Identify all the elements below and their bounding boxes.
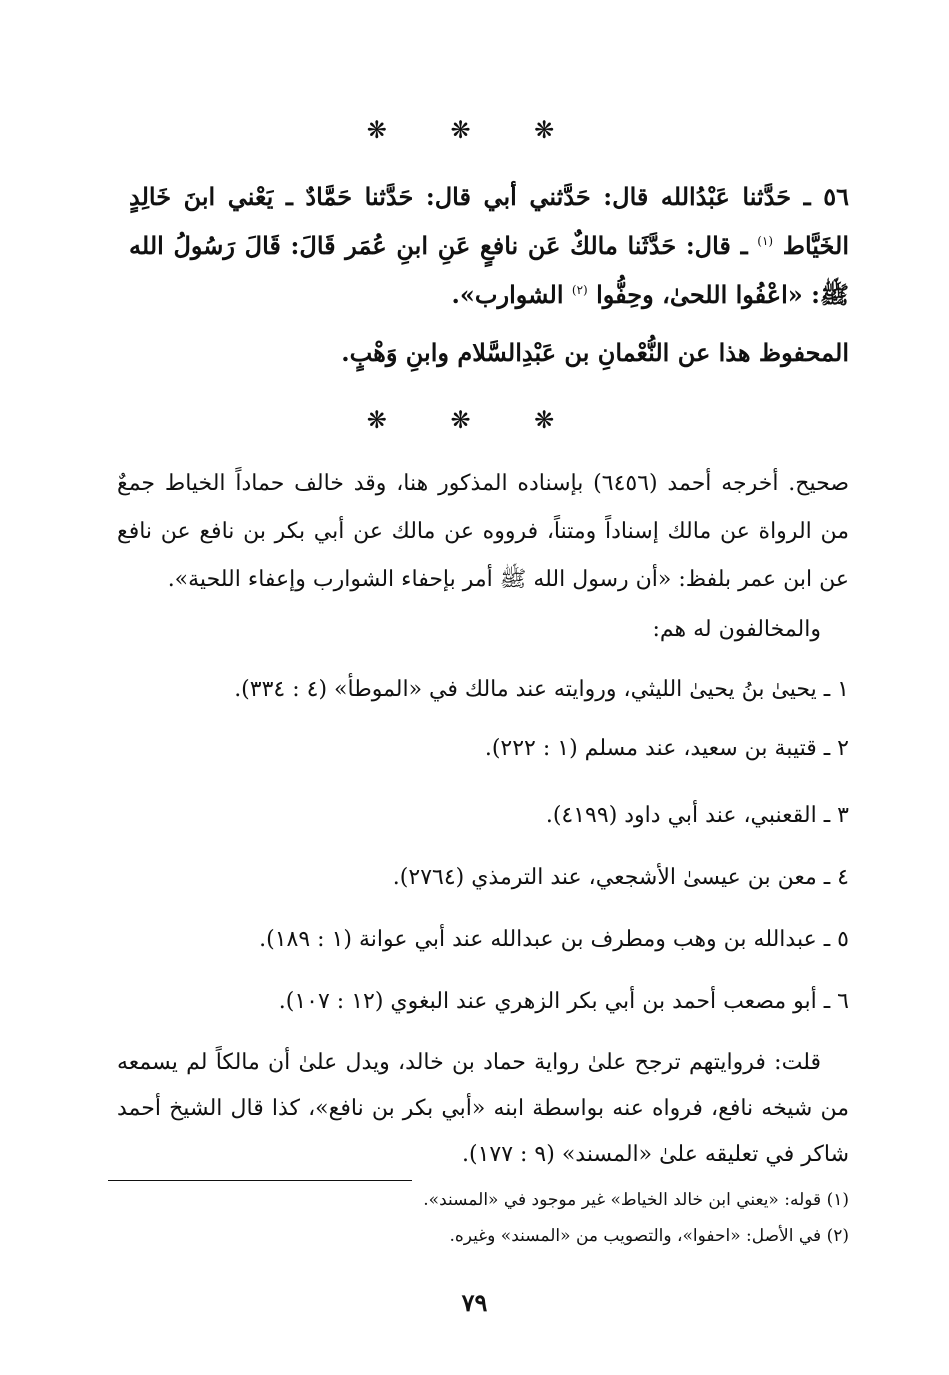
narrator-item-2: ٢ ـ قتيبة بن سعيد، عند مسلم (١ : ٢٢٢). bbox=[484, 736, 849, 761]
narrator-item-3: ٣ ـ القعنبي، عند أبي داود (٤١٩٩). bbox=[545, 803, 849, 828]
footnote-1: (١) قوله: «يعني ابن خالد الخياط» غير موجود في «المسند». bbox=[423, 1190, 849, 1210]
footnote-ref-2: (٢) bbox=[571, 283, 588, 297]
narrators-intro: والمخالفون له هم: bbox=[652, 617, 821, 642]
hadith-text bbox=[129, 172, 849, 319]
commentary-paragraph: صحيح. أخرجه أحمد (٦٤٥٦) بإسناده المذكور هنا، وقد خالف حماداً الخياط جمعٌ من الرواة عن مالك إسناداً ومتناً، فرووه عن مالك عن أبي بكر بن نافع عن نافع عن ابن عمر بلفظ: «أن رسول الله ﷺ أمر بإحفاء الشوارب وإعفاء اللحية». bbox=[117, 471, 849, 592]
hadith-text-end: الشوارب». bbox=[451, 280, 564, 309]
narrator-item-5: ٥ ـ عبدالله بن وهب ومطرف بن عبدالله عند أبي عوانة (١ : ١٨٩). bbox=[259, 927, 849, 952]
hadith-chain-continued: ـ قال: حَدَّثَنا مالكٌ عَن نافعٍ عَنِ ابنِ عُمَر قَالَ: قَالَ رَسُولُ الله ﷺ: «اعْفُوا اللحىٰ، وحِفُّوا bbox=[129, 231, 849, 309]
conclusion-text: قلت: فروايتهم ترجح علىٰ رواية حماد بن خالد، ويدل علىٰ أن مالكاً لم يسمعه من شيخه نافع، فرواه عنه بواسطة ابنه «أبي بكر بن نافع»، كذا قال الشيخ أحمد شاكر في تعليقه علىٰ «المسند» (٩ : ١٧٧). bbox=[117, 1050, 850, 1167]
footnote-ref-1: (١) bbox=[757, 234, 774, 248]
section-separator-middle: ❋ ❋ ❋ bbox=[366, 406, 583, 434]
conclusion-paragraph bbox=[117, 1040, 849, 1178]
narrator-item-6: ٦ ـ أبو مصعب أحمد بن أبي بكر الزهري عند البغوي (١٢ : ١٠٧). bbox=[278, 989, 849, 1014]
narrator-item-1: ١ ـ يحيىٰ بنُ يحيىٰ الليثي، وروايته عند مالك في «الموطأ» (٤ : ٣٣٤). bbox=[234, 677, 849, 702]
page-number: ٧٩ bbox=[461, 1288, 488, 1317]
narrator-item-4: ٤ ـ معن بن عيسىٰ الأشجعي، عند الترمذي (٢٧٦٤). bbox=[392, 865, 849, 890]
hadith-chain: ٥٦ ـ حَدَّثنا عَبْدُالله قال: حَدَّثني أبي قال: حَدَّثنا حَمَّادٌ ـ يَعْني ابنَ خَالِدٍ الخَيَّاط bbox=[129, 182, 850, 260]
hadith-remark: المحفوظ هذا عن النُّعْمانِ بن عَبْدِالسَّلام وابنِ وَهْبٍ. bbox=[341, 338, 849, 367]
section-separator-top: ❋ ❋ ❋ bbox=[366, 116, 583, 144]
footnote-2: (٢) في الأصل: «احفوا»، والتصويب من «المسند» وغيره. bbox=[449, 1226, 849, 1246]
footnote-divider bbox=[108, 1180, 412, 1181]
